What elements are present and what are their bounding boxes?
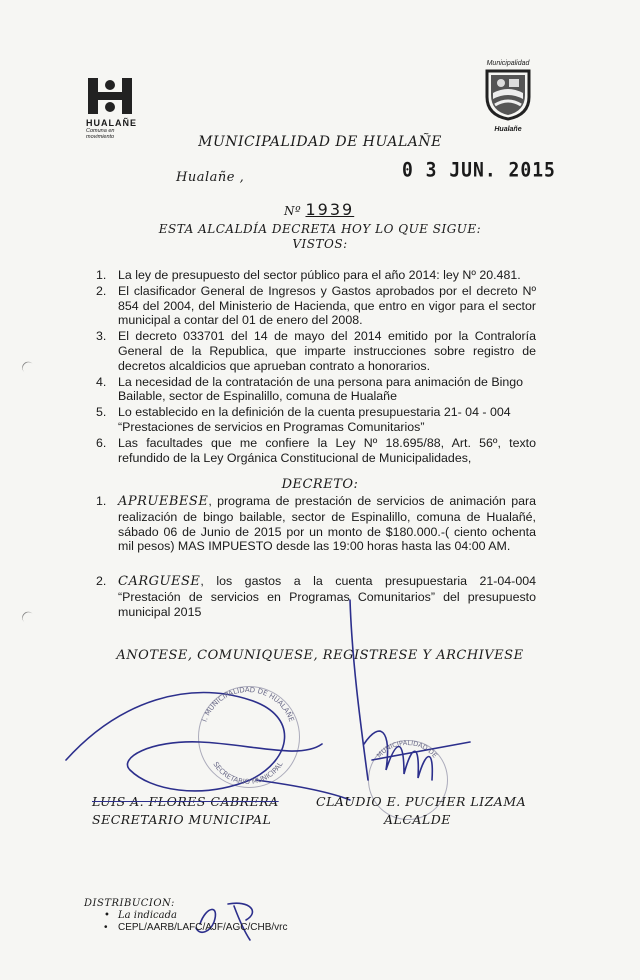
mayor-name: CLAUDIO E. PUCHER LIZAMA	[316, 794, 527, 809]
seal-bottom-text: Hualañe	[494, 126, 522, 133]
item-keyword: APRUEBESE	[118, 494, 209, 509]
distribution-item: • La indicada	[104, 910, 287, 922]
decree-prefix: Nº	[284, 204, 302, 218]
item-text: El decreto 033701 del 14 de mayo del 2014 emitido por la Contraloría General de la Republica, que imparte instrucciones sobre registro de decretos alcaldicios que aprueban contrato a honorarios.	[118, 329, 536, 373]
logo-left-tagline: Comuna en movimiento	[86, 128, 115, 140]
intro-line: ESTA ALCALDÍA DECRETA HOY LO QUE SIGUE:	[158, 222, 482, 236]
item-keyword: CARGUESE	[118, 574, 201, 590]
logo-left-name: HUALAÑE	[86, 118, 137, 128]
seal-top-text: Municipalidad	[486, 60, 530, 67]
stamp-bottom-text: SECRETARIO MUNICIPAL	[211, 760, 285, 787]
item-number: 5.	[96, 405, 107, 420]
mayor-stamp-text	[362, 734, 452, 824]
city-label: Hualañe ,	[176, 170, 245, 185]
item-number: 2.	[96, 283, 107, 298]
vistos-heading: VISTOS:	[292, 237, 348, 251]
svg-text:MUNICIPALIDAD DE	[375, 739, 439, 760]
secretary-role: SECRETARIO MUNICIPAL	[92, 812, 272, 827]
secretary-stamp-text	[190, 678, 306, 794]
item-text: , los gastos a la cuenta presupuestaria 21-04-004 “Prestación de servicios en Programas Comunitarios” del presupuesto municipal 2015	[118, 574, 536, 619]
item-number: 2.	[96, 574, 107, 589]
item-number: 4.	[96, 374, 107, 389]
item-number: 6.	[96, 435, 107, 450]
item-text: La ley de presupuesto del sector público para el año 2014: ley Nº 20.481.	[118, 268, 521, 282]
distribution-heading: DISTRIBUCION:	[84, 898, 175, 909]
distribution-list	[104, 910, 287, 934]
secretary-name: LUIS A. FLORES CABRERA	[92, 794, 279, 809]
distribution-item: • CEPL/AARB/LAFC/AJF/AGC/CHB/vrc	[104, 922, 287, 934]
item-text: La necesidad de la contratación de una persona para animación de Bingo Bailable, sector de Espinalillo, comuna de Hualañe	[118, 374, 524, 404]
item-text: Lo establecido en la definición de la cuenta presupuestaria 21- 04 - 004 “Prestaciones de servicios en Programas Comunitarios”	[118, 405, 511, 434]
item-number: 1.	[96, 494, 107, 508]
decree-number-value: 1939	[305, 200, 355, 219]
item-number: 3.	[96, 329, 107, 344]
item-number: 1.	[96, 268, 107, 282]
item-text: Las facultades que me confiere la Ley Nº 18.695/88, Art. 56º, texto refundido de la Ley Orgánica Constitucional de Municipalidades,	[118, 435, 536, 465]
closing-formula: ANOTESE, COMUNIQUESE, REGISTRESE Y ARCHIVESE	[116, 648, 524, 663]
mayor-role: ALCALDE	[384, 812, 451, 827]
item-text: , programa de prestación de servicios de animación para realización de bingo bailable, sector de Espinalillo, comuna de Hualañé, sábado 06 de Junio de 2015 por un monto de $180.000.-( ciento ochenta mil pesos) MAS IMPUESTO desde las 19:00 horas hasta las 04:00 AM.	[118, 494, 536, 554]
stamp-top-text: I. MUNICIPALIDAD DE HUALAÑE	[200, 685, 296, 723]
svg-text:SECRETARIO MUNICIPAL	[211, 760, 284, 786]
svg-text:I. MUNICIPALIDAD DE HUALAÑE	[201, 686, 296, 723]
date-stamp: 0 3 JUN. 2015	[402, 158, 556, 183]
item-text: El clasificador General de Ingresos y Gastos aprobados por el decreto Nº 854 del 2004, del Ministerio de Hacienda, que entro en vigor para el sector municipal a contar del 01 de enero del 2008.	[118, 283, 536, 328]
stamp-top-text: MUNICIPALIDAD DE	[375, 738, 439, 760]
document-title: MUNICIPALIDAD DE HUALAÑE	[198, 134, 442, 150]
decreto-heading: DECRETO:	[281, 477, 359, 492]
